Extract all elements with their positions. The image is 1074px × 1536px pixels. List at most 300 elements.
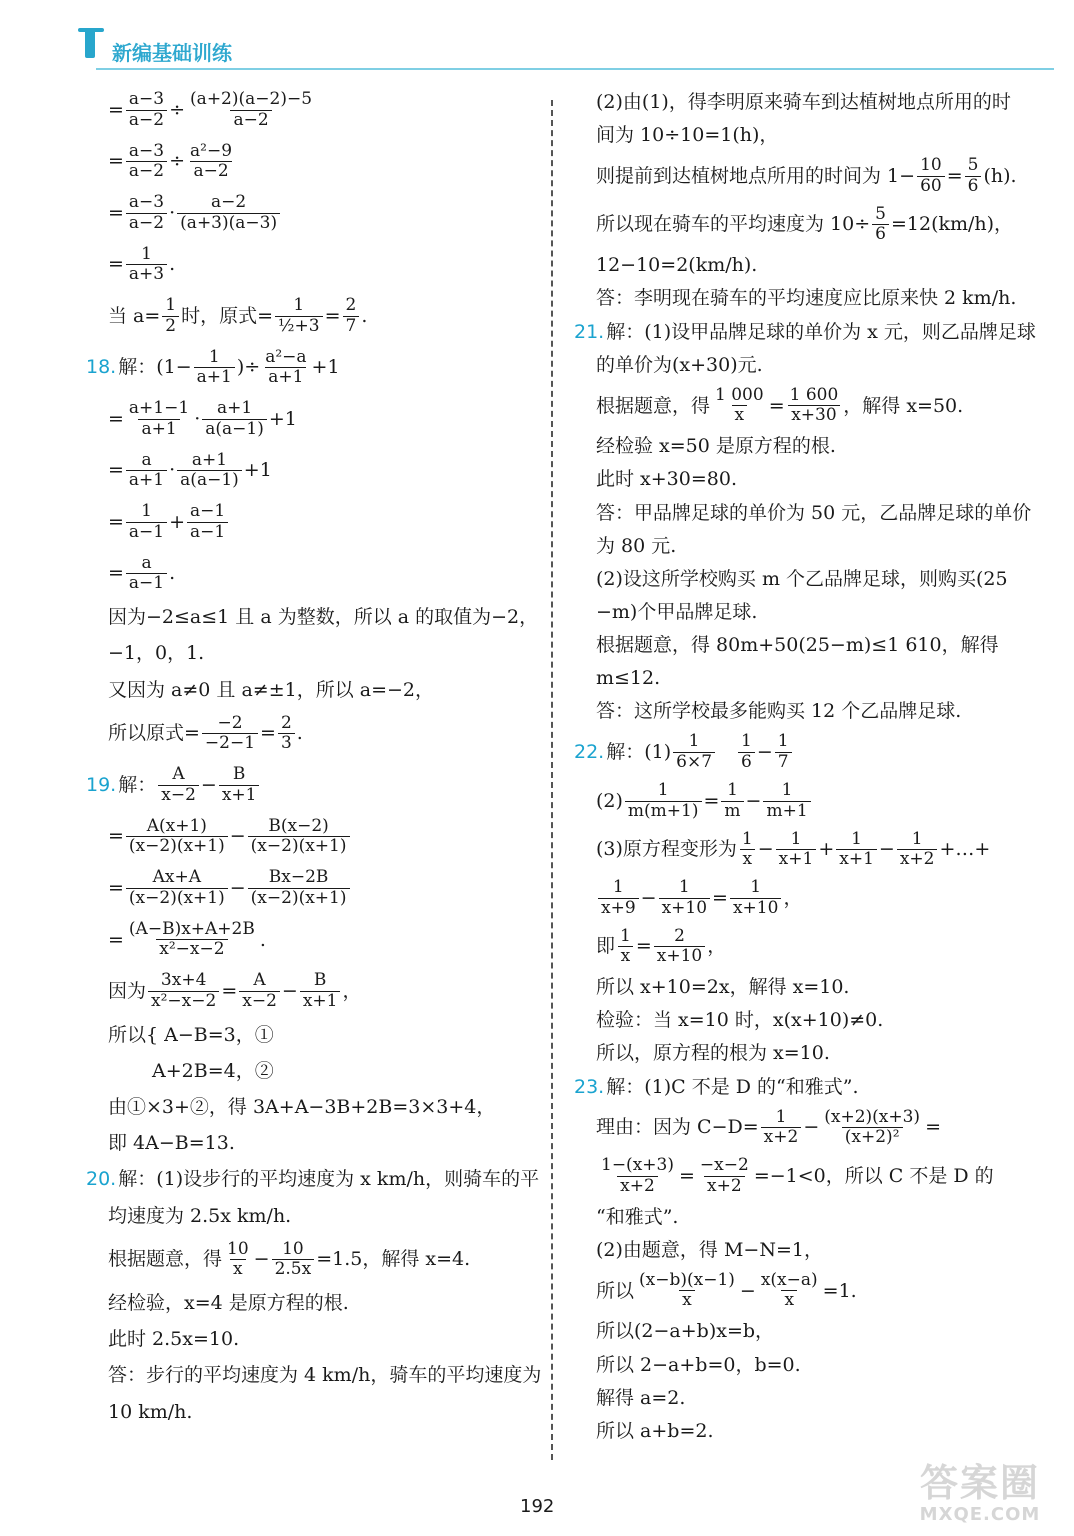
- solution-line: [108, 451, 538, 491]
- fraction-numerator: 1: [293, 295, 305, 316]
- math-text: 解：(1)设甲品牌足球的单价为 x 元，则乙品牌足球: [606, 320, 1036, 343]
- fraction-denominator: −2−1: [202, 733, 258, 754]
- fraction-numerator: a−3: [128, 89, 165, 109]
- math-text: 因为: [108, 980, 147, 1003]
- column-divider: [551, 100, 553, 1460]
- fraction-numerator: 1: [781, 780, 793, 800]
- fraction-denominator: x+10: [659, 898, 710, 919]
- math-text: 答：这所学校最多能购买 12 个乙品牌足球.: [596, 700, 962, 723]
- fraction-denominator: 60: [917, 176, 945, 197]
- fraction-numerator: a: [141, 449, 152, 470]
- fraction: [202, 399, 267, 439]
- fraction: [162, 296, 179, 336]
- question-number: 19.: [86, 773, 117, 796]
- header-title: 新编基础训练: [112, 41, 232, 65]
- fraction: [300, 971, 341, 1011]
- fraction-denominator: (x−2)(x+1): [248, 888, 350, 909]
- math-text: ·: [169, 201, 176, 224]
- solution-line: [596, 467, 1026, 492]
- fraction: [721, 781, 743, 821]
- math-text: “和雅式”.: [596, 1205, 679, 1228]
- math-text: 答：甲品牌足球的单价为 50 元，乙品牌足球的单价: [596, 501, 1032, 524]
- math-text: (h).: [983, 164, 1017, 187]
- math-text: =: [925, 1116, 941, 1139]
- math-text: m≤12.: [596, 667, 661, 690]
- math-text: 的单价为(x+30)元.: [596, 353, 763, 376]
- fraction-denominator: a(a−1): [202, 419, 267, 440]
- solution-line: [86, 1167, 540, 1192]
- fraction-numerator: A(x+1): [146, 815, 207, 836]
- fraction: [187, 142, 235, 182]
- solution-line: [108, 1023, 538, 1048]
- math-text: 所以{ A−B=3，①: [108, 1023, 274, 1046]
- fraction-denominator: (x−2)(x+1): [126, 888, 228, 909]
- fraction-denominator: x+30: [788, 405, 839, 426]
- fraction: [275, 296, 323, 336]
- fraction-denominator: a−2: [126, 110, 167, 131]
- math-text: ·: [194, 407, 201, 430]
- math-text: 因为−2≤a≤1 且 a 为整数，所以 a 的取值为−2，: [108, 606, 539, 629]
- fraction-numerator: 1: [620, 925, 631, 946]
- fraction-numerator: a−2: [211, 192, 247, 213]
- math-text: =: [635, 935, 652, 958]
- fraction-numerator: 1: [775, 1106, 787, 1127]
- fraction-denominator: a−2: [126, 213, 167, 234]
- solution-line: [108, 678, 538, 703]
- fraction: [739, 830, 756, 870]
- math-text: 经检验 x=50 是原方程的根.: [596, 435, 836, 458]
- math-text: 12−10=2(km/h).: [596, 254, 758, 277]
- math-text: −: [229, 876, 246, 899]
- fraction-denominator: a−1: [187, 522, 228, 543]
- fraction: [625, 781, 702, 821]
- math-text: −: [757, 838, 774, 861]
- fraction-denominator: x+1: [300, 991, 341, 1012]
- math-text: (2)设这所学校购买 m 个乙品牌足球，则购买(25: [596, 567, 1008, 590]
- fraction: [821, 1108, 923, 1148]
- math-text: 为 80 元.: [596, 534, 677, 557]
- fraction: [697, 1156, 752, 1196]
- fraction-numerator: a: [141, 552, 152, 573]
- math-text: +: [169, 510, 186, 533]
- fraction-numerator: B: [232, 764, 246, 785]
- fraction: [617, 927, 634, 967]
- math-text: 10 km/h.: [108, 1400, 193, 1423]
- solution-line: [574, 731, 1026, 773]
- fraction: [219, 765, 260, 805]
- solution-line: [596, 600, 1026, 625]
- fraction: [761, 1108, 802, 1148]
- math-text: .: [169, 253, 176, 276]
- fraction-numerator: 2: [280, 712, 292, 733]
- fraction-denominator: a+1: [265, 367, 306, 388]
- fraction-denominator: x+9: [598, 898, 639, 919]
- math-text: 即 4A−B=13.: [108, 1132, 235, 1155]
- watermark-main: 答案圈: [919, 1461, 1040, 1505]
- math-text: −: [281, 980, 298, 1003]
- fraction: [126, 245, 167, 285]
- fraction-denominator: m(m+1): [625, 801, 702, 822]
- math-text: =: [678, 1164, 695, 1187]
- fraction-denominator: x: [618, 946, 634, 967]
- math-text: ÷: [169, 150, 186, 173]
- fraction-denominator: a+1: [126, 470, 167, 491]
- math-text: −: [640, 886, 657, 909]
- fraction-numerator: x(x−a): [760, 1269, 818, 1290]
- solution-line: [596, 90, 1026, 115]
- math-text: 根据题意，得: [108, 1248, 223, 1271]
- fraction-denominator: ½+3: [275, 316, 323, 337]
- fraction-numerator: 1: [657, 780, 669, 800]
- fraction: [126, 817, 228, 857]
- solution-line: [596, 1108, 1026, 1148]
- fraction-denominator: a(a−1): [177, 470, 242, 491]
- fraction-denominator: (x−2)(x+1): [126, 836, 228, 857]
- math-text: −: [739, 1279, 756, 1302]
- math-text: −: [803, 1116, 820, 1139]
- math-text: )÷: [236, 356, 261, 379]
- math-text: .: [259, 928, 266, 951]
- fraction: [126, 90, 167, 130]
- math-text: =12(km/h)，: [890, 213, 1014, 236]
- fraction: [148, 971, 219, 1011]
- math-text: =: [703, 789, 720, 812]
- fraction-numerator: 1 000: [715, 384, 764, 405]
- page-number: 192: [520, 1496, 555, 1517]
- fraction: [239, 971, 280, 1011]
- fraction-numerator: 5: [967, 155, 979, 176]
- math-text: 经检验，x=4 是原方程的根.: [108, 1292, 349, 1315]
- math-text: (2)由题意，得 M−N=1，: [596, 1238, 823, 1261]
- math-text: 当 a=: [108, 304, 161, 327]
- math-text: ，: [783, 886, 803, 909]
- question-number: 23.: [574, 1075, 605, 1098]
- solution-line: [596, 1041, 1026, 1066]
- header-bar-icon: [85, 30, 95, 58]
- math-text: ，解得 x=50.: [843, 394, 964, 417]
- fraction-numerator: 5: [875, 203, 886, 224]
- fraction-denominator: a+3: [126, 264, 167, 285]
- fraction-numerator: 1: [911, 828, 923, 849]
- math-text: 均速度为 2.5x km/h.: [108, 1204, 292, 1227]
- fraction: [872, 205, 889, 245]
- solution-line: [596, 1319, 1026, 1344]
- fraction: [738, 732, 755, 772]
- fraction: [730, 878, 781, 918]
- fraction-numerator: 1−(x+3): [601, 1155, 674, 1176]
- fraction-numerator: 1: [750, 877, 762, 898]
- fraction-numerator: 10: [227, 1238, 249, 1259]
- fraction: [248, 817, 350, 857]
- solution-line: [108, 245, 538, 285]
- math-text: =: [108, 98, 124, 121]
- math-text: ，: [707, 935, 727, 958]
- fraction-denominator: a+1: [138, 419, 179, 440]
- fraction-numerator: A: [253, 970, 266, 991]
- math-text: 此时 x+30=80.: [596, 468, 737, 491]
- solution-line: [108, 1291, 538, 1316]
- fraction-numerator: 1: [851, 828, 862, 849]
- fraction: [262, 348, 309, 388]
- fraction-numerator: a²−a: [265, 346, 307, 367]
- watermark-site: MXQE.COM: [919, 1504, 1041, 1525]
- fraction: [787, 386, 842, 426]
- math-text: 间为 10÷10=1(h)，: [596, 124, 779, 147]
- math-text: 所以 2−a+b=0，b=0.: [596, 1353, 801, 1376]
- math-text: =: [768, 394, 785, 417]
- math-text: 解：(1): [606, 741, 672, 764]
- math-text: 由①×3+②，得 3A+A−3B+2B=3×3+4，: [108, 1096, 496, 1119]
- question-number: 20.: [86, 1168, 117, 1191]
- fraction-numerator: 1: [165, 295, 177, 316]
- math-text: ÷: [169, 98, 186, 121]
- math-text: =: [108, 928, 124, 951]
- solution-line: [596, 434, 1026, 459]
- fraction-numerator: 1: [727, 780, 738, 800]
- math-text: ·: [169, 459, 176, 482]
- fraction-numerator: a−1: [190, 501, 226, 522]
- fraction: [965, 156, 982, 196]
- solution-line: [596, 633, 1026, 658]
- fraction: [598, 878, 639, 918]
- solution-line: [596, 286, 1026, 311]
- math-text: 所以: [596, 1279, 635, 1302]
- math-text: ，: [342, 980, 362, 1003]
- math-text: =: [946, 164, 963, 187]
- math-text: 则提前到达植树地点所用的时间为 1−: [596, 164, 916, 187]
- fraction-numerator: 1: [678, 877, 690, 898]
- math-text: 所以，原方程的根为 x=10.: [596, 1042, 830, 1065]
- fraction: [158, 765, 199, 805]
- solution-line: [108, 193, 538, 233]
- fraction-numerator: a−3: [128, 140, 165, 161]
- math-text: 解：(1−: [118, 356, 192, 379]
- solution-line: [596, 1419, 1026, 1444]
- math-text: +1: [311, 356, 340, 379]
- fraction-numerator: (x+2)(x+3): [824, 1106, 921, 1127]
- solution-line: [86, 764, 538, 805]
- solution-line: [596, 1353, 1026, 1378]
- fraction-denominator: 6: [965, 176, 982, 197]
- fraction: [126, 142, 167, 182]
- fraction-numerator: −2: [217, 712, 243, 733]
- fraction-numerator: 1 600: [789, 384, 839, 405]
- fraction-denominator: 6: [872, 224, 889, 245]
- math-text: 即: [596, 935, 616, 958]
- right-column: [574, 90, 1036, 1452]
- math-text: [717, 740, 736, 765]
- fraction-denominator: a−1: [126, 522, 167, 543]
- fraction-denominator: x+2: [617, 1176, 658, 1197]
- solution-line: [108, 554, 538, 594]
- fraction-denominator: x²−x−2: [156, 939, 227, 960]
- fraction-denominator: a−2: [126, 161, 167, 182]
- fraction: [126, 193, 167, 233]
- fraction: [776, 830, 817, 870]
- math-text: (3)原方程变形为: [596, 838, 737, 861]
- fraction: [202, 714, 258, 754]
- question-number: 22.: [574, 741, 605, 764]
- solution-line: [596, 975, 1026, 1000]
- solution-line: [596, 253, 1026, 278]
- solution-line: [86, 346, 538, 388]
- math-text: =: [108, 407, 124, 430]
- math-text: −: [756, 741, 773, 764]
- question-number: 18.: [86, 356, 117, 379]
- fraction-numerator: B(x−2): [268, 815, 329, 836]
- fraction-numerator: 1: [688, 731, 700, 752]
- fraction-numerator: (x−b)(x−1): [639, 1269, 735, 1290]
- solution-line: [596, 1386, 1026, 1411]
- solution-line: [596, 1271, 1026, 1311]
- solution-line: [108, 399, 538, 439]
- fraction-denominator: (a+3)(a−3): [177, 213, 280, 234]
- fraction: [897, 830, 938, 870]
- math-text: 检验：当 x=10 时，x(x+10)≠0.: [596, 1009, 884, 1032]
- math-text: 所以 a+b=2.: [596, 1419, 714, 1442]
- fraction-numerator: Bx−2B: [268, 867, 329, 888]
- solution-line: [108, 142, 538, 182]
- math-text: 所以(2−a+b)x=b，: [596, 1320, 775, 1343]
- math-text: (2)由(1)，得李明原来骑车到达植树地点所用的时: [596, 91, 1011, 113]
- fraction-numerator: 1: [741, 828, 753, 849]
- fraction-denominator: x²−x−2: [148, 991, 219, 1012]
- math-text: =: [108, 562, 124, 585]
- solution-line: [108, 1204, 538, 1229]
- math-text: =: [108, 201, 124, 224]
- solution-line: [596, 878, 1026, 918]
- fraction: [272, 1240, 315, 1280]
- fraction-denominator: 2: [162, 316, 179, 337]
- fraction-numerator: A: [172, 764, 185, 785]
- solution-line: [108, 817, 538, 857]
- fraction-denominator: x+2: [761, 1127, 802, 1148]
- fraction-denominator: x+1: [836, 849, 877, 870]
- solution-line: [596, 501, 1032, 526]
- solution-line: [108, 641, 538, 666]
- solution-line: [596, 927, 1026, 967]
- fraction: [278, 714, 295, 754]
- fraction-denominator: 7: [343, 316, 360, 337]
- math-text: +1: [243, 459, 272, 482]
- solution-line: [108, 920, 538, 960]
- fraction-numerator: 1: [141, 243, 152, 264]
- solution-line: [596, 386, 1026, 426]
- fraction-numerator: Ax+A: [152, 867, 202, 888]
- math-text: 答：步行的平均速度为 4 km/h，骑车的平均速度为: [108, 1364, 542, 1387]
- solution-line: [108, 1327, 538, 1352]
- fraction: [836, 830, 877, 870]
- math-text: +: [818, 838, 835, 861]
- solution-line: [596, 205, 1026, 245]
- solution-line: [596, 1156, 1026, 1196]
- math-text: 又因为 a≠0 且 a≠±1，所以 a=−2，: [108, 678, 435, 701]
- math-text: =: [260, 722, 276, 745]
- math-text: =: [108, 253, 124, 276]
- fraction-denominator: m+1: [763, 801, 810, 822]
- math-text: =: [108, 150, 124, 173]
- math-text: −: [878, 838, 895, 861]
- fraction: [126, 554, 167, 594]
- fraction: [917, 156, 945, 196]
- solution-line: [108, 714, 538, 754]
- fraction: [673, 732, 715, 772]
- fraction-denominator: 3: [278, 733, 295, 754]
- fraction-numerator: a+1: [216, 398, 253, 419]
- math-text: 解：: [118, 773, 157, 796]
- math-text: =−1<0，所以 C 不是 D 的: [753, 1164, 994, 1187]
- fraction: [758, 1271, 821, 1311]
- fraction: [187, 90, 315, 130]
- watermark-logo: [895, 1462, 1065, 1532]
- fraction-denominator: x+2: [897, 849, 938, 870]
- math-text: =: [712, 886, 728, 909]
- fraction: [763, 781, 810, 821]
- math-text: =: [108, 510, 124, 533]
- fraction-denominator: 2.5x: [272, 1259, 315, 1280]
- solution-line: [108, 1363, 542, 1388]
- header-rule: [96, 68, 1054, 70]
- math-text: =: [221, 980, 238, 1003]
- fraction-denominator: (x−2)(x+1): [248, 836, 350, 857]
- math-text: =: [108, 825, 124, 848]
- fraction-denominator: x+10: [730, 898, 781, 919]
- fraction-numerator: B: [313, 970, 327, 991]
- math-text: −: [200, 773, 217, 796]
- question-number: 21.: [574, 320, 605, 343]
- fraction-numerator: 1: [790, 828, 802, 849]
- left-column: [86, 89, 542, 1436]
- solution-line: [108, 971, 538, 1011]
- fraction-numerator: 10: [920, 155, 942, 176]
- math-text: =: [108, 876, 124, 899]
- math-text: =1.5，解得 x=4.: [316, 1248, 471, 1271]
- fraction-denominator: x+2: [704, 1176, 745, 1197]
- math-text: =1.: [822, 1279, 857, 1302]
- fraction: [126, 502, 167, 542]
- fraction-denominator: 6: [738, 752, 755, 773]
- fraction-numerator: −x−2: [699, 1155, 749, 1176]
- fraction-numerator: 1: [208, 346, 220, 367]
- fraction-denominator: a−2: [230, 110, 271, 131]
- fraction-numerator: 1: [141, 501, 152, 522]
- math-text: −: [253, 1248, 270, 1271]
- math-text: (2): [596, 789, 623, 812]
- fraction: [636, 1271, 738, 1311]
- fraction-denominator: x+1: [776, 849, 817, 870]
- solution-line: [108, 1059, 538, 1084]
- solution-line: [108, 296, 538, 336]
- fraction-denominator: 7: [775, 752, 792, 773]
- math-text: A+2B=4，②: [108, 1060, 274, 1082]
- math-text: 此时 2.5x=10.: [108, 1328, 240, 1351]
- math-text: 所以现在骑车的平均速度为 10÷: [596, 213, 871, 236]
- math-text: 解：(1)C 不是 D 的“和雅式”.: [606, 1075, 859, 1098]
- fraction: [224, 1240, 252, 1280]
- fraction-denominator: x+1: [219, 785, 260, 806]
- fraction-numerator: 2: [345, 295, 357, 316]
- fraction-numerator: a+1: [191, 449, 228, 470]
- solution-line: [108, 1400, 538, 1425]
- solution-line: [108, 1240, 538, 1280]
- solution-line: [108, 502, 538, 542]
- fraction: [194, 348, 235, 388]
- solution-line: [108, 90, 538, 130]
- fraction: [126, 451, 167, 491]
- fraction: [126, 920, 258, 960]
- solution-line: [108, 1131, 538, 1156]
- math-text: 所以原式=: [108, 722, 200, 745]
